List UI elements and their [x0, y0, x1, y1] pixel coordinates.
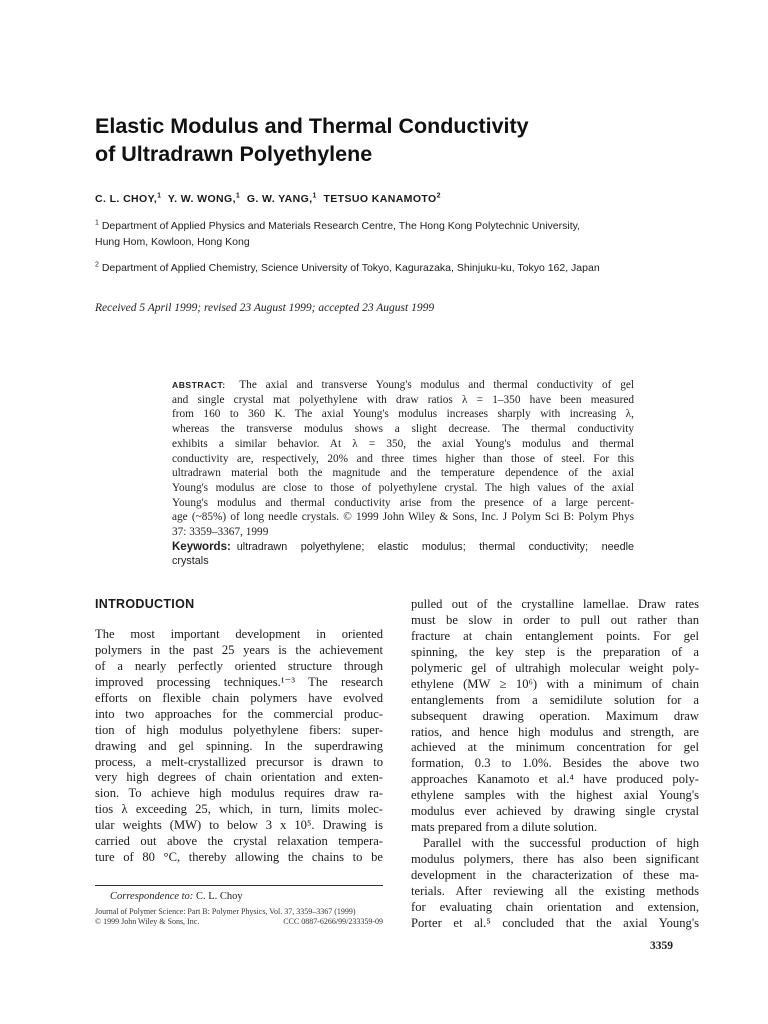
- body-line: efforts on flexible chain polymers have evolved: [95, 690, 383, 705]
- abstract-line: Young's modulus are close to those of polyethylene crystal. The high values of the axial: [172, 481, 634, 494]
- body-line: polymers in the past 25 years is the achievement: [95, 642, 383, 657]
- author-name: TETSUO KANAMOTO: [323, 193, 437, 205]
- body-line: for evaluating chain orientation and extension,: [411, 899, 699, 914]
- author: [95, 193, 161, 205]
- body-line: ethylene samples with the highest axial Young's: [411, 788, 699, 803]
- body-line: subsequent drawing operation. Maximum draw: [411, 708, 699, 723]
- copyright-text: © 1999 John Wiley & Sons, Inc.: [95, 917, 200, 926]
- received-dates: Received 5 April 1999; revised 23 August 1999; accepted 23 August 1999: [95, 302, 435, 314]
- title-line-1: Elastic Modulus and Thermal Conductivity: [95, 114, 529, 138]
- body-line: must be slow in order to pull out rather than: [411, 612, 699, 627]
- body-line: fracture at chain entanglement points. For gel: [411, 628, 699, 643]
- body-line: Porter et al.⁵ concluded that the axial Young's: [411, 915, 699, 930]
- abstract-text: The axial and transverse Young's modulus and thermal conductivity of gel: [239, 379, 634, 391]
- body-line: achieved at the minimum concentration for gel: [411, 740, 699, 755]
- author: [323, 193, 440, 205]
- body-line: development in the characterization of these ma-: [411, 867, 699, 882]
- journal-line: Journal of Polymer Science: Part B: Polymer Physics, Vol. 37, 3359–3367 (1999): [95, 907, 356, 916]
- body-line: modulus polymers, there has also been significant: [411, 852, 699, 866]
- body-line: mats prepared from a dilute solution.: [411, 820, 598, 835]
- body-line: ethylene (MW ≥ 10⁶) with a minimum of chain: [411, 676, 699, 691]
- affiliation-1: [95, 218, 695, 250]
- affiliation-text: Department of Applied Chemistry, Science University of Tokyo, Kagurazaka, Shinjuku-ku, Tokyo 162, Japan: [101, 262, 600, 274]
- body-line: pulled out of the crystalline lamellae. Draw rates: [411, 597, 699, 611]
- abstract-line: Young's modulus and thermal conductivity arise from the presence of a large percent-: [172, 496, 634, 509]
- affiliation-number: 1: [95, 219, 99, 227]
- body-line: polymeric gel of ultrahigh molecular weight poly-: [411, 660, 699, 675]
- body-line: of a nearly perfectly oriented structure through: [95, 658, 383, 673]
- body-line: tios λ exceeding 25, which, in turn, limits molec-: [95, 802, 383, 817]
- affiliation-text: Hung Hom, Kowloon, Hong Kong: [95, 236, 250, 248]
- copyright-row: [95, 917, 383, 927]
- author-affiliation-mark: 1: [235, 192, 241, 200]
- abstract-line: ultradrawn material both the magnitude and the temperature dependence of the axial: [172, 467, 634, 480]
- abstract-line: from 160 to 360 K. The axial Young's modulus increases sharply with increasing λ,: [172, 408, 634, 421]
- body-line: The most important development in oriented: [95, 627, 383, 641]
- author-list: [95, 193, 715, 205]
- abstract-line: age (~85%) of long needle crystals. © 1999 John Wiley & Sons, Inc. J Polym Sci B: Polym Phys: [172, 511, 634, 524]
- body-line: ture of 80 °C, thereby allowing the chains to be: [95, 850, 383, 865]
- right-column: [411, 597, 699, 932]
- body-line: formation, 0.3 to 1.0%. Besides the above two: [411, 756, 699, 771]
- body-line: into two approaches for the commercial produc-: [95, 706, 383, 721]
- author-affiliation-mark: 1: [157, 192, 162, 200]
- body-line: modulus ever achieved by drawing single crystal: [411, 804, 699, 819]
- author-name: Y. W. WONG,: [167, 193, 236, 205]
- affiliation-text: Department of Applied Physics and Materials Research Centre, The Hong Kong Polytechnic University,: [101, 220, 581, 232]
- abstract-line: 37: 3359–3367, 1999: [172, 526, 269, 539]
- ccc-code: CCC 0887-6266/99/233359-09: [283, 917, 383, 926]
- body-line: ratios, and hence high modulus and strength, are: [411, 724, 699, 739]
- author-affiliation-mark: 1: [312, 192, 317, 200]
- keywords-label: Keywords:: [172, 540, 231, 553]
- body-line: ular weights (MW) to below 3 x 10⁵. Drawing is: [95, 818, 383, 833]
- page-number: 3359: [650, 940, 673, 952]
- abstract-line: exhibits a similar behavior. At λ = 350, the axial Young's modulus and thermal: [172, 437, 634, 450]
- correspondence-note: [110, 891, 243, 902]
- body-line: very high degrees of chain orientation and exten-: [95, 770, 383, 785]
- body-line: process, a melt-crystallized precursor is drawn to: [95, 754, 383, 769]
- paper-title: [95, 112, 695, 168]
- correspondence-name: C. L. Choy: [195, 891, 243, 902]
- body-line: drawing and gel spinning. In the superdrawing: [95, 738, 383, 753]
- left-column: [95, 627, 383, 866]
- section-heading: INTRODUCTION: [95, 597, 195, 611]
- body-line: carried out above the crystal relaxation tempera-: [95, 834, 383, 849]
- author: [168, 193, 240, 205]
- title-line-2: of Ultradrawn Polyethylene: [95, 142, 373, 166]
- correspondence-label: Correspondence to:: [110, 891, 194, 902]
- author-name: C. L. CHOY,: [95, 193, 158, 205]
- abstract: [172, 378, 634, 569]
- abstract-line: and single crystal mat polyethylene with draw ratios λ = 1–350 have been measured: [172, 393, 634, 406]
- body-line: Parallel with the successful production of high: [423, 836, 699, 851]
- affiliation-number: 2: [95, 261, 99, 269]
- author-affiliation-mark: 2: [436, 192, 441, 200]
- abstract-line: conductivity are, respectively, 20% and three times higher than those of steel. For this: [172, 452, 634, 465]
- affiliation-2: [95, 260, 695, 276]
- keywords-line: [172, 540, 634, 555]
- abstract-line: [172, 378, 634, 393]
- body-line: improved processing techniques.¹⁻³ The research: [95, 674, 383, 689]
- body-line: terials. After reviewing all the existing methods: [411, 883, 699, 898]
- author: [247, 193, 317, 205]
- body-line: sion. To achieve high modulus requires draw ra-: [95, 786, 383, 801]
- body-line: tion of high modulus polyethylene fibers: super-: [95, 722, 383, 737]
- author-name: G. W. YANG,: [246, 193, 313, 205]
- abstract-line: whereas the transverse modulus shows a slight decrease. The thermal conductivity: [172, 423, 634, 436]
- footnote-divider: [95, 885, 383, 886]
- body-line: entanglements from a semidilute solution for a: [411, 692, 699, 707]
- keywords-line: crystals: [172, 555, 209, 568]
- body-line: spinning, the key step is the preparation of a: [411, 644, 699, 659]
- abstract-label: ABSTRACT:: [172, 380, 226, 390]
- keywords-text: ultradrawn polyethylene; elastic modulus; thermal conductivity; needle: [236, 540, 634, 553]
- journal-info: [95, 907, 383, 927]
- body-line: approaches Kanamoto et al.⁴ have produced poly-: [411, 772, 699, 787]
